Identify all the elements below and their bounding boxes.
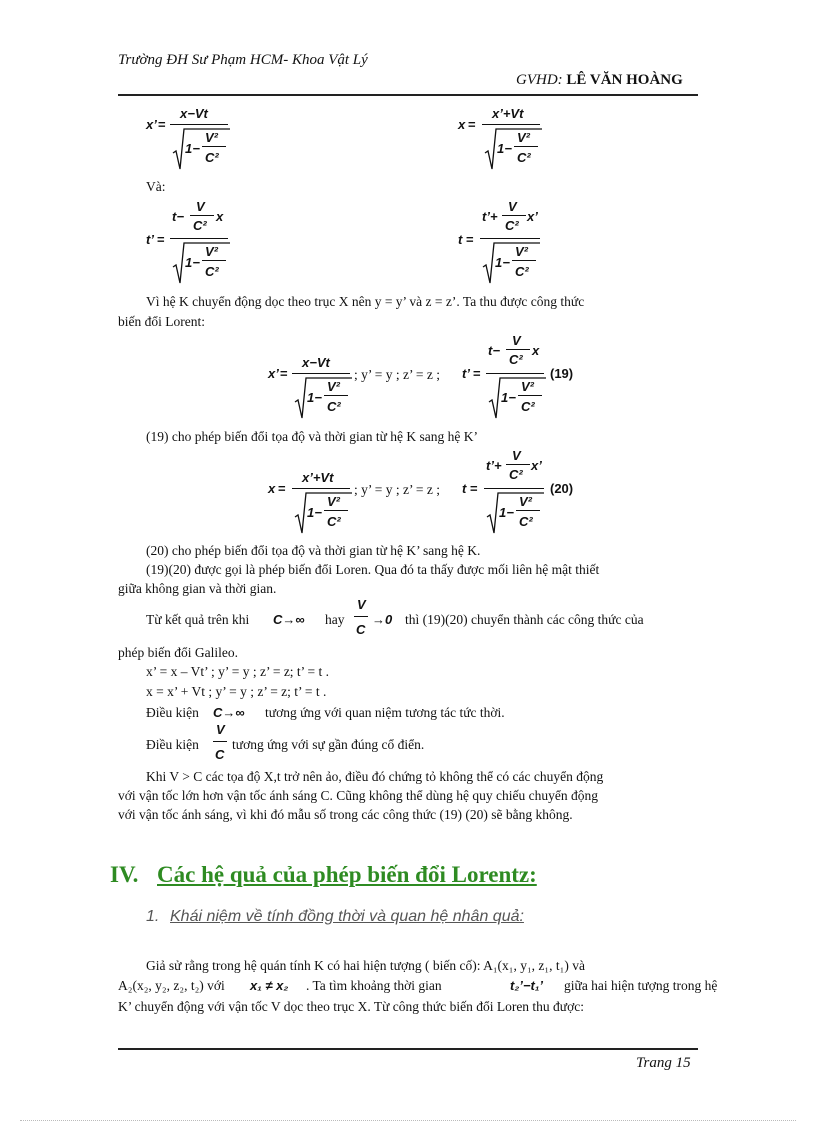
sqrt-sign-1: [172, 127, 232, 171]
para-1-line-2: biến đổi Lorent:: [118, 314, 205, 329]
para-6-line-2: với vận tốc lớn hơn vận tốc ánh sáng C. Cũng không thể dùng hệ quy chiếu chuyển động: [118, 788, 598, 803]
para-1-line-1: Vì hệ K chuyển động dọc theo trục X nên y = y’ và z = z’. Ta thu được công thức: [146, 294, 585, 309]
header-advisor: [516, 72, 683, 89]
header-rule: [118, 94, 698, 96]
text-va: Và:: [146, 179, 166, 194]
eq-label-19: (19): [550, 366, 574, 381]
section-number: IV.: [110, 862, 139, 887]
sqrt-sign-2: [484, 127, 544, 171]
eq-label-20: (20): [550, 481, 574, 496]
para-6-line-1: Khi V > C các tọa độ X,t trở nên ảo, điều đó chứng tỏ không thể có các chuyển động: [146, 769, 604, 784]
para-4-line-1: (19)(20) được gọi là phép biến đổi Loren. Qua đó ta thấy được mối liên hệ mật thiết: [146, 562, 600, 577]
galileo-eq-1: x’ = x – Vt’ ; y’ = y ; z’ = z; t’ = t .: [146, 664, 330, 679]
footer-rule: [118, 1048, 698, 1050]
page-number: Trang 15: [636, 1055, 691, 1071]
header-school: Trường ĐH Sư Phạm HCM- Khoa Vật Lý: [118, 52, 368, 68]
advisor-label: GVHD:: [516, 72, 563, 88]
para-2: (19) cho phép biến đổi tọa độ và thời gian từ hệ K sang hệ K’: [146, 429, 479, 444]
para-4-line-2: giữa không gian và thời gian.: [118, 581, 277, 596]
para-7-line-1: Giả sử rằng trong hệ quán tính K có hai hiện tượng ( biến cố): A₁(x₁, y₁, z₁, t₁) và: [146, 958, 585, 973]
para-3: (20) cho phép biến đổi tọa độ và thời gian từ hệ K’ sang hệ K.: [146, 543, 481, 558]
section-title: Các hệ quả của phép biến đổi Lorentz:: [157, 862, 537, 887]
para-7-line-3: K’ chuyển động với vận tốc V dọc theo trục X. Từ công thức biến đổi Loren thu được:: [118, 999, 585, 1014]
advisor-name: LÊ VĂN HOÀNG: [566, 72, 683, 88]
para-5-line-2: phép biến đổi Galileo.: [118, 645, 238, 660]
subsection-title: Khái niệm về tính đồng thời và quan hệ nhân quả:: [170, 908, 524, 925]
para-6-line-3: với vận tốc ánh sáng, vì khi đó mẫu số trong các công thức (19) (20) sẽ bằng không.: [118, 807, 573, 822]
sqrt-sign-3: [172, 241, 232, 285]
subsection-number: 1.: [146, 908, 160, 925]
page-edge: [20, 1120, 796, 1121]
sqrt-sign-4: [482, 241, 542, 285]
galileo-eq-2: x = x’ + Vt ; y’ = y ; z’ = z; t’ = t .: [146, 684, 327, 699]
